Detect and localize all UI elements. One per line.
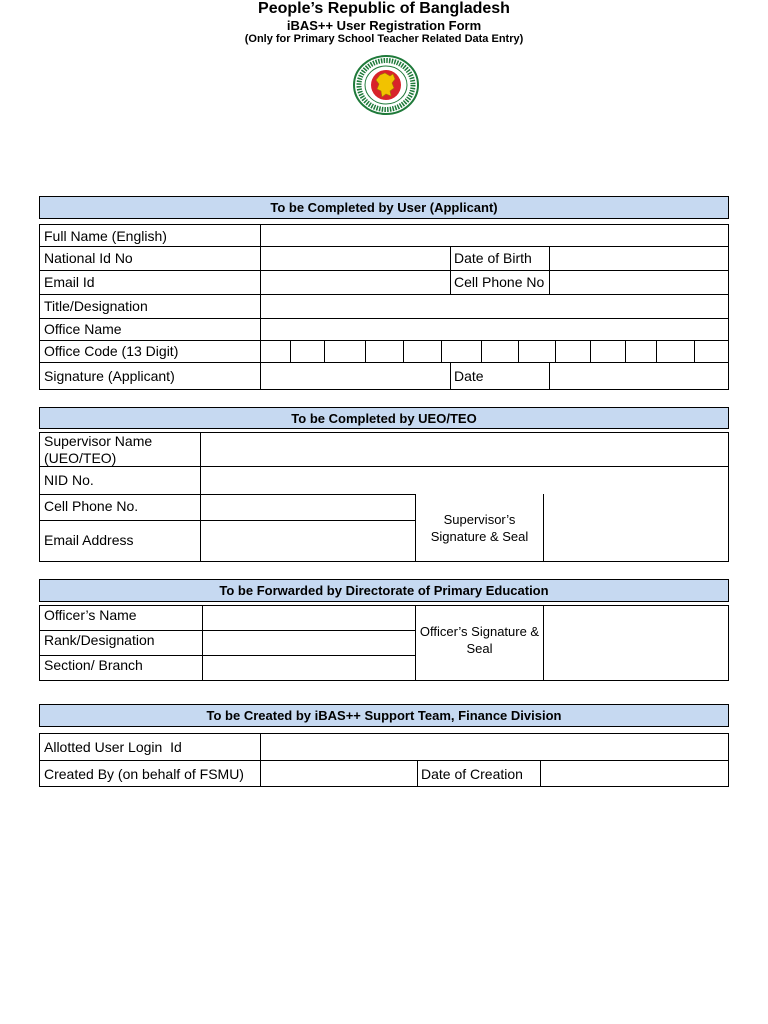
full-name-label: Full Name (English): [44, 228, 167, 244]
country-title: People’s Republic of Bangladesh: [258, 0, 510, 17]
supervisor-signature-field[interactable]: [544, 495, 728, 561]
email-id-label: Email Id: [44, 274, 95, 290]
section1-heading: To be Completed by User (Applicant): [39, 196, 729, 219]
date-field[interactable]: [550, 363, 728, 389]
supervisor-name-field[interactable]: [201, 433, 728, 466]
officer-signature-label: [416, 606, 543, 674]
applicant-signature-label: Signature (Applicant): [44, 368, 175, 384]
supervisor-cell-phone-label: Cell Phone No.: [44, 498, 139, 514]
created-by-label: Created By (on behalf of FSMU): [44, 766, 244, 782]
date-of-creation-label: Date of Creation: [421, 766, 523, 782]
nid-field[interactable]: [201, 467, 728, 494]
supervisor-email-label: Email Address: [44, 532, 134, 548]
section2-heading: To be Completed by UEO/TEO: [39, 407, 729, 429]
office-code-label: Office Code (13 Digit): [44, 343, 179, 359]
date-label: Date: [454, 368, 484, 384]
section-branch-field[interactable]: [203, 656, 415, 680]
officer-signature-line1: Officer’s Signature &: [419, 624, 540, 639]
full-name-field[interactable]: [261, 225, 728, 246]
date-of-birth-field[interactable]: [550, 247, 728, 270]
applicant-signature-field[interactable]: [261, 363, 450, 389]
supervisor-signature-line1: Supervisor’s: [443, 512, 516, 527]
title-designation-label: Title/Designation: [44, 298, 148, 314]
date-of-birth-label: Date of Birth: [454, 250, 532, 266]
form-title: iBAS++ User Registration Form: [286, 18, 482, 33]
officer-name-field[interactable]: [203, 606, 415, 630]
office-code-digit-boxes[interactable]: [261, 341, 728, 362]
login-id-field[interactable]: [261, 734, 728, 760]
government-emblem-icon: [352, 54, 420, 116]
supervisor-signature-label: [416, 495, 543, 561]
office-name-field[interactable]: [261, 319, 728, 340]
rank-designation-label: Rank/Designation: [44, 632, 155, 648]
created-by-field[interactable]: [261, 761, 417, 786]
supervisor-signature-line2: Signature & Seal: [430, 529, 529, 544]
section-branch-label: Section/ Branch: [44, 657, 143, 673]
cell-phone-field[interactable]: [550, 271, 728, 294]
section3-heading: To be Forwarded by Directorate of Primary Education: [39, 579, 729, 602]
officer-signature-line2: Seal: [466, 641, 493, 656]
supervisor-email-field[interactable]: [201, 521, 415, 561]
supervisor-cell-phone-field[interactable]: [201, 495, 415, 520]
nid-label: NID No.: [44, 472, 94, 488]
national-id-label: National Id No: [44, 250, 133, 266]
office-name-label: Office Name: [44, 321, 122, 337]
officer-name-label: Officer’s Name: [44, 607, 137, 623]
section4-heading: To be Created by iBAS++ Support Team, Finance Division: [39, 704, 729, 727]
supervisor-name-label-line1: Supervisor Name: [44, 433, 153, 449]
rank-designation-field[interactable]: [203, 631, 415, 655]
national-id-field[interactable]: [261, 247, 450, 270]
title-designation-field[interactable]: [261, 295, 728, 318]
date-of-creation-field[interactable]: [541, 761, 728, 786]
supervisor-name-label-line2: (UEO/TEO): [44, 450, 117, 466]
login-id-label: Allotted User Login Id: [44, 739, 182, 755]
officer-signature-field[interactable]: [544, 606, 728, 680]
cell-phone-label: Cell Phone No: [454, 274, 545, 290]
email-id-field[interactable]: [261, 271, 450, 294]
form-note: (Only for Primary School Teacher Related Data Entry): [244, 33, 524, 45]
